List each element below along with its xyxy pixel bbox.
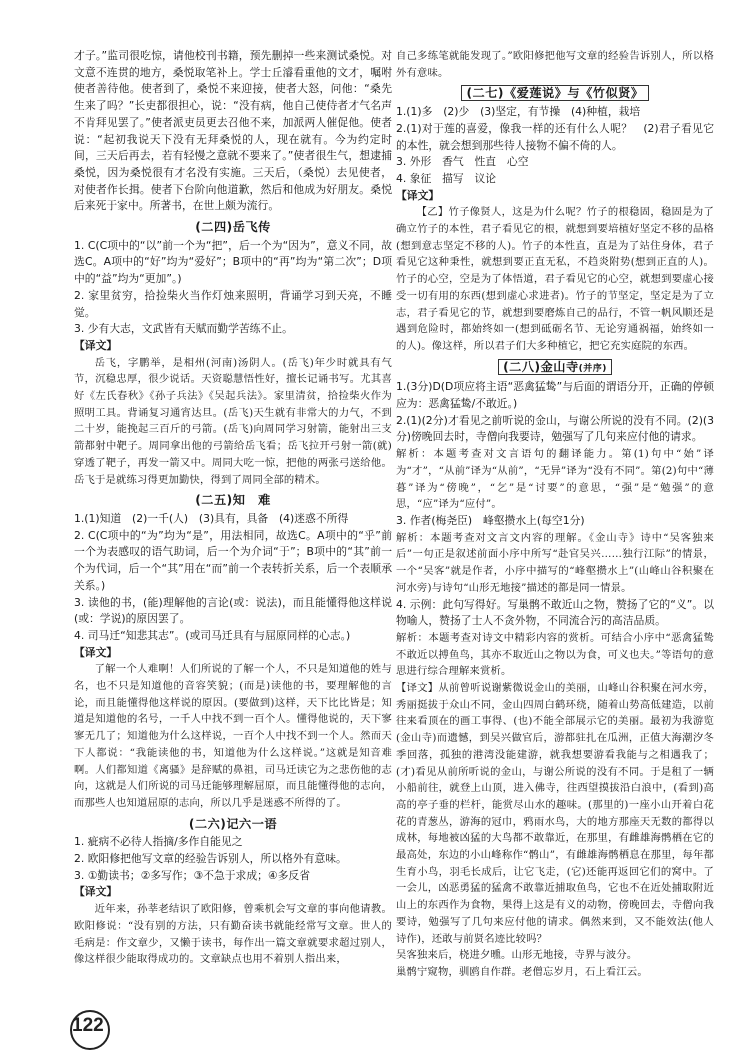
answer-item: 3. 读他的书，(能)理解他的言论(或：说法)，而且能懂得他这样说(或：学说)的原因罢了。 — [74, 595, 392, 626]
translation-label: 【译文】 — [74, 645, 118, 659]
translation-label: 【译文】 — [74, 885, 118, 899]
section-title-26: (二六)记六一语 — [188, 816, 278, 831]
translation-text: 【乙】竹子像贤人，这是为什么呢？竹子的根稳固，稳固是为了确立竹子的本性，君子看见它的根，就想到要培植好坚定不移的品格(想到意志坚定不移的人)。竹子的本性直，直是为了站住身体，君子看见它这种秉性，就想到要正直无私，不趋炎附势(想到正直的人)。竹子的心空，空是为了体悟道，君子看见它的心空，就想到要虚心接受一切有用的东西(想到虚心求进者)。竹子的节坚定，坚定是为了立志，君子看见它的节，就想到要磨炼自己的品行，不管一帆风顺还是遇到危险时，都始终如一(想到砥砺名节、无论穷通祸福，始终如一的人)。像这样，所以君子们大多种植它，把它充实庭院的东西。 — [396, 206, 714, 352]
page-number-badge — [70, 1010, 114, 1046]
right-column — [396, 48, 714, 981]
translation-label: 【译文】 — [74, 338, 118, 352]
analysis-item: 解析：本题考查对文言语句的翻译能力。第(1)句中“始”译为“才”，“从前”译为“从前”，“无异”译为“没有不同”。第(2)句中“薄暮”译为“傍晚”，“乞”是“讨要”的意思，“强”是“勉强”的意思，“应”译为“应付”。 — [396, 448, 714, 511]
answer-item: 1.(1)多 (2)少 (3)坚定，有节操 (4)种植，栽培 — [396, 105, 641, 119]
analysis-item: 解析：本题考查对诗文中精彩内容的赏析。可结合小序中“恶禽猛鸷不敢近以搏鱼鸟，其亦不取近山之物以为食，可义也夫。”等语句的意思进行综合理解来赏析。 — [396, 631, 714, 678]
section-title-28 — [396, 359, 714, 378]
answer-item: 4. 司马迁“知悲其志”。(或司马迁具有与屈原同样的心志。) — [74, 628, 351, 642]
left-column — [74, 48, 392, 968]
answer-item: 3. 少有大志，文武皆有天赋而勤学苦练不止。 — [74, 322, 293, 336]
section-title-27 — [396, 85, 714, 102]
answer-item: 1.(1)知道 (2)一千(人) (3)具有，具备 (4)迷惑不所得 — [74, 511, 349, 525]
answer-item: 2. 家里贫穷，拾捡柴火当作灯烛来照明，背诵学习到天亮，不睡觉。 — [74, 288, 392, 319]
answer-item: 2. 欧阳修把他写文章的经验告诉别人，所以格外有意味。 — [74, 852, 347, 866]
translation-text: 了解一个人难啊！人们所说的了解一个人，不只是知道他的姓与名，也不只是知道他的音容笑貌；(而是)读他的书，要理解他的言论，而且能懂得他这样说的原因。(要做到)这样，天下比比皆是；知道是知道他的名号，一千人中找不到一百个人。懂得他说的，天下寥寥无几了；知道他为什么这样说，一百个人中找不到一个人。然而天下人都说：“我能读他的书，知道他为什么这样说。”这就是知音难啊。人们都知道《离骚》是辞赋的鼻祖，司马迁读它为之悲伤他的志向，这就是人们所说的司马迁能够理解屈原，而且能懂得他的志向，而那些人也知道屈原的志向，所以几乎是迷惑不所得的了。 — [74, 663, 392, 809]
answer-item: 3. ①勤读书；②多写作；③不急于求成；④多反省 — [74, 868, 310, 882]
answer-item: 4. 象征 描写 议论 — [396, 171, 497, 185]
answer-item: 3. 作者(梅尧臣) 峰壑攒水上(每空1分) — [396, 513, 585, 527]
section-title-text: (二八)金山寺 — [503, 359, 579, 374]
section-title-note: (并序) — [578, 363, 607, 374]
translation-label: 【译文】 — [396, 188, 440, 202]
continued-translation: 自己多练笔就能发现了。”欧阳修把他写文章的经验告诉别人，所以格外有意味。 — [396, 50, 714, 79]
answer-item: 2.(1)对于莲的喜爱，像我一样的还有什么人呢？ (2)君子看见它的本性，就会想到那些待人接物不偏不倚的人。 — [396, 121, 714, 152]
answer-item: 2.(1)(2分)才看见之前听说的金山，与谢公所说的没有不同。(2)(3分)傍晚回去时，寺僧向我要诗，勉强写了几句来应付他的请求。 — [396, 413, 714, 444]
answer-item: 1. C(C项中的“以”前一个为“把”，后一个为“因为”，意义不同，故选C。A项中的“好”均为“爱好”；B项中的“再”均为“第二次”；D项中的“益”均为“更加”。) — [74, 238, 392, 286]
continued-translation: 才子。”监司很吃惊，请他校刊书籍，预先删掉一些来测试桑悦。对文意不连贯的地方，桑悦取笔补上。学士丘濬看重他的文才，嘱咐使者善待他。使者到了，桑悦不来迎接，使者大怒，问他：“桑先生来了吗？”长吏都很担心，说：“没有病，他自己使侍者才气名声不肯拜见罢了。”使者派吏员更去召他不来，加派两人催促他。使者说：“起初我说天下没有无拜桑悦的人，现在就有。今为约定时间，三天后再去，若有轻慢之意就不要来了。”使者很生气，想逮捕桑悦，因为桑悦很有才名没有实施。三天后，（桑悦）去见使者，对使者作长揖。使者下台阶向他道歉，然后和他成为好朋友。桑悦后来死于家中。所著书，在世上颇为流行。 — [74, 49, 392, 213]
poem-line: 巢鹘宁窥物，驯鸥自作群。老僧忘岁月，石上看江云。 — [396, 965, 648, 978]
page-number: 122 — [72, 1015, 104, 1036]
answer-item: 4. 示例：此句写得好。写巢鹘不敢近山之物，赞扬了它的“义”。以物喻人，赞扬了士人不贪外物，不同流合污的高洁品质。 — [396, 597, 714, 628]
answer-item: 2. C(C项中的“为”均为“是”，用法相同，故选C。A项中的“乎”前一个为表感叹的语气助词，后一个为介词“于”；B项中的“其”前一个为代词，后一个“其”用在“而”前一个表转折关系，后一个表顺承关系。) — [74, 528, 392, 592]
section-title-25: (二五)知 难 — [195, 493, 271, 508]
translation-text: 岳飞，字鹏举，是相州(河南)汤阴人。(岳飞)年少时就具有气节，沉稳忠厚，很少说话。天资聪慧悟性好，擅长记诵书写。尤其喜好《左氏春秋》《孙子兵法》《吴起兵法》。家里清贫，拾捡柴火作为照明工具。背诵复习通宵达旦。(岳飞)天生就有非常大的力气，不到二十岁，能挽起三百斤的弓箭。(岳飞)向周同学习射箭，能射出三支箭都射中靶子。周同拿出他的弓箭给岳飞看；岳飞拉开弓射一箭(就)穿透了靶子，再发一箭又中。周同大吃一惊，把他的两张弓送给他。岳飞于是就练习得更加勤快，得到了周同全部的精术。 — [74, 356, 392, 486]
answer-item: 3. 外形 香气 性直 心空 — [396, 155, 529, 169]
analysis-item: 解析：本题考查对文言文内容的理解。《金山寺》诗中“吴客独来后”一句正是叙述前面小序中所写“赴官吴兴……独行江际”的情景，一个“吴客”就是作者，小序中描写的“峰壑攒水上”(山峰山谷积聚在河水旁)与诗句“山形无地接”描述的都是同一情景。 — [396, 531, 714, 594]
section-title-box: (二七)《爱莲说》与《竹似贤》 — [461, 85, 648, 101]
translation-text: 近年来，孙莘老结识了欧阳修，曾乘机会写文章的事向他请教。欧阳修说：“没有别的方法，只有勤奋读书就能经常写文章。世人的毛病是：作文章少，又懒于读书，每作出一篇文章就要求超过别人，像这样很少能取得成功的。文章缺点也用不着别人指出来， — [74, 903, 392, 966]
translation-text: 【译文】从前曾听说谢紫微说金山的美丽，山峰山谷积聚在河水旁，秀丽挺拔于众山不同，金山四周白鹤环绕，随着山势高低建造，以前往来看顶在的画工事得、(也)不能全部展示它的美丽。最初为我游览(金山寺)而遗憾，到吴兴做官后，游都驻扎在瓜洲，正值大海潮汐冬季回落，孤独的港湾没能建游，就我想要游看我能与之相遇我了；(才)看见从前所听说的金山，与谢公所说的没有不同。于是租了一辆小船前往，就登上山顶，进入佛寺，往西望摸拔沿白浪中，(看到)高高的亭子垂的栏杆，能赏尽山水的趣味。(那里的)一座小山开着白花花的青葱丛，游海的冠巾，鸦雨水鸟，大的地方那座天无数的都得以成林，每地被凶猛的大鸟都不敢靠近，在那里，有雌雄海鹘栖在它的最高处，东边的小山峰称作“鹘山”，有雌雄海鹘栖息在那里，每年都生育小鸟，羽毛长成后，让它飞走，(它)还能再返回它们的窝中。了一会儿，凶恶勇猛的猛禽不敢靠近捕取鱼鸟，它也不在近处捕取附近山上的东西作为食物，果得上这是有义的动物，傍晚回去，寺僧向我要诗，勉强写了几句来应付他的请求。偶然来到，又不能效法(他人诗作)，还敢与前贤名迹比较吗？ — [396, 682, 714, 945]
answer-item: 1. 疵病不必待人指摘/多作自能见之 — [74, 835, 243, 849]
section-title-24: (二四)岳飞传 — [195, 220, 271, 235]
answer-item: 1.(3分)D(D项应将主语“恶禽猛鸷”与后面的谓语分开，正确的停顿应为：恶禽猛鸷/不敢近。) — [396, 380, 714, 411]
poem-line: 吴客独来后，桡进夕曛。山形无地接，寺界与波分。 — [396, 949, 638, 962]
